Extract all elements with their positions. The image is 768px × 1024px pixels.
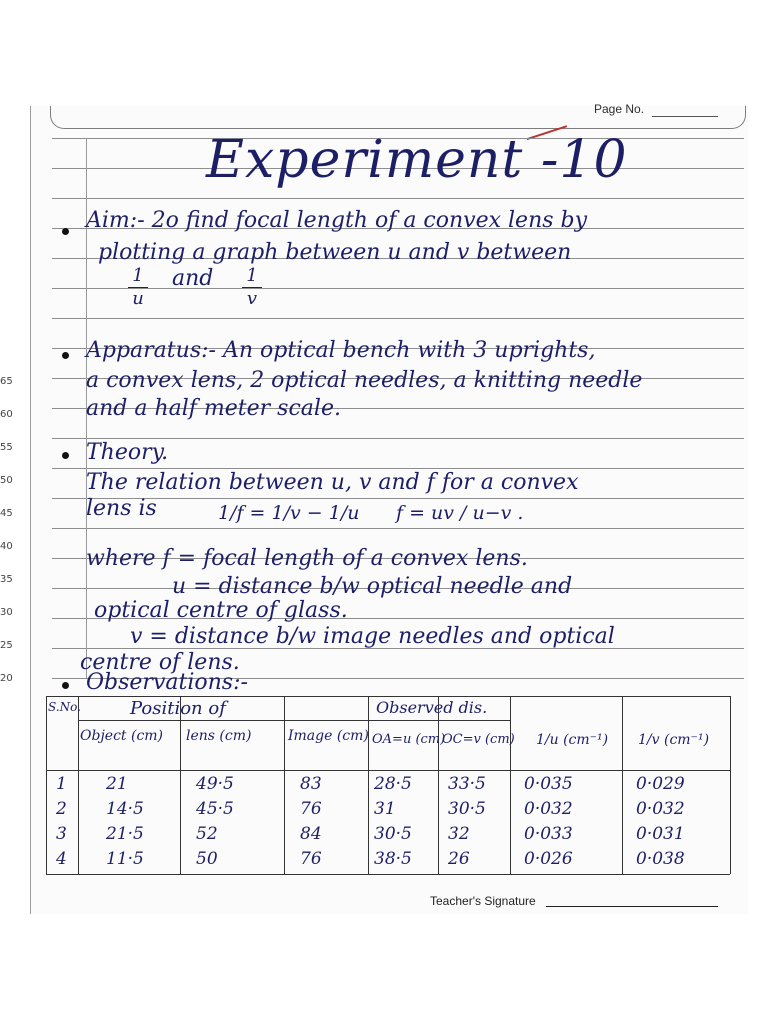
table-cell-v: 30·5 [448,799,486,819]
ruled-line [52,288,744,289]
bullet-icon [62,228,69,235]
table-cell-inv_v: 0·029 [636,774,685,794]
table-cell-v: 33·5 [448,774,486,794]
table-col-line [180,696,181,874]
table-cell-lens: 49·5 [196,774,234,794]
ruled-line [52,438,744,439]
bullet-icon [62,352,69,359]
page-number-label: Page No. [594,102,645,116]
theory-line-4: u = distance b/w optical needle and [172,574,573,599]
header-lens: lens (cm) [186,728,252,744]
fraction-denominator: v [246,288,258,309]
bullet-icon [62,452,69,459]
table-cell-lens: 52 [196,824,218,844]
aim-fraction-1-over-u [128,266,148,309]
table-col-line [730,696,731,874]
ruler-mark: 55 [0,442,13,453]
ruler-mark: 25 [0,640,13,651]
theory-line-7: centre of lens. [80,650,240,675]
aim-line-1: Aim:- 2o find focal length of a convex lens by [86,208,588,233]
table-cell-inv_v: 0·031 [636,824,685,844]
table-cell-object: 21·5 [106,824,144,844]
lens-formula: 1/f = 1/v − 1/u [218,502,360,524]
table-border-top [46,696,730,697]
table-col-line [622,696,623,874]
table-cell-image: 76 [300,799,322,819]
page-title: Experiment -10 [206,130,628,190]
table-col-line [46,696,47,874]
table-subheader-line-observed [368,720,510,721]
ruled-line [52,198,744,199]
page-number-line [652,116,718,117]
table-col-line [510,696,511,874]
header-position-of: Position of [130,698,226,719]
fraction-denominator: u [132,288,144,309]
table-cell-u: 28·5 [374,774,412,794]
theory-heading: Theory. [86,440,169,465]
table-col-line [368,696,369,874]
fraction-numerator: 1 [246,265,258,286]
table-cell-inv_v: 0·038 [636,849,685,869]
fraction-numerator: 1 [132,265,144,286]
table-cell-sno: 4 [56,849,67,869]
apparatus-line-1: Apparatus:- An optical bench with 3 uprights, [86,338,596,363]
ruler-mark: 40 [0,541,13,552]
ruler-mark: 50 [0,475,13,486]
table-cell-object: 14·5 [106,799,144,819]
table-cell-image: 83 [300,774,322,794]
ruler-mark: 35 [0,574,13,585]
header-inverse-u: 1/u (cm⁻¹) [536,732,609,748]
table-col-line [438,696,439,874]
table-cell-object: 21 [106,774,128,794]
focal-length-formula: f = uv / u−v . [396,502,524,524]
table-cell-inv_u: 0·033 [524,824,573,844]
header-inverse-v: 1/v (cm⁻¹) [638,732,710,748]
bullet-icon [62,682,69,689]
table-cell-u: 38·5 [374,849,412,869]
theory-line-2: lens is [86,496,157,521]
teacher-signature-label: Teacher's Signature [430,894,536,908]
apparatus-line-2: a convex lens, 2 optical needles, a knitting needle [86,368,643,393]
table-col-line [284,696,285,874]
table-cell-inv_v: 0·032 [636,799,685,819]
table-cell-image: 84 [300,824,322,844]
table-cell-inv_u: 0·032 [524,799,573,819]
table-cell-u: 31 [374,799,396,819]
header-object: Object (cm) [80,728,164,744]
ruler-mark: 65 [0,376,13,387]
table-cell-sno: 2 [56,799,67,819]
table-subheader-line-position [78,720,368,721]
table-border-bottom [46,874,730,875]
table-cell-inv_u: 0·035 [524,774,573,794]
table-cell-v: 32 [448,824,470,844]
table-cell-sno: 1 [56,774,67,794]
table-cell-inv_u: 0·026 [524,849,573,869]
ruled-line [52,468,744,469]
teacher-signature-line [546,906,718,907]
table-cell-v: 26 [448,849,470,869]
table-cell-u: 30·5 [374,824,412,844]
theory-line-6: v = distance b/w image needles and optical [130,624,615,649]
table-cell-lens: 45·5 [196,799,234,819]
theory-line-3: where f = focal length of a convex lens. [86,546,528,571]
ruler-mark: 60 [0,409,13,420]
aim-line-2: plotting a graph between u and v between [98,240,572,265]
apparatus-line-3: and a half meter scale. [86,396,341,421]
binding-line [30,106,31,914]
observations-heading: Observations:- [86,670,248,695]
ruler-mark: 45 [0,508,13,519]
table-cell-image: 76 [300,849,322,869]
aim-and: and [172,266,214,291]
theory-line-5: optical centre of glass. [94,598,348,623]
ruler-mark: 30 [0,607,13,618]
table-header-divider [46,770,730,771]
header-observed-distance: Observed dis. [376,698,488,717]
header-sno: S.No. [48,700,81,714]
table-cell-lens: 50 [196,849,218,869]
aim-fraction-1-over-v [242,266,262,309]
header-image: Image (cm) [288,728,369,744]
ruled-line [52,318,744,319]
theory-line-1: The relation between u, v and f for a convex [86,470,579,495]
table-cell-sno: 3 [56,824,67,844]
header-oc-v: OC=v (cm) [442,732,515,747]
ruled-line [52,528,744,529]
ruler-mark: 20 [0,673,13,684]
header-oa-u: OA=u (cm) [372,732,446,747]
table-col-line [78,696,79,874]
table-cell-object: 11·5 [106,849,144,869]
